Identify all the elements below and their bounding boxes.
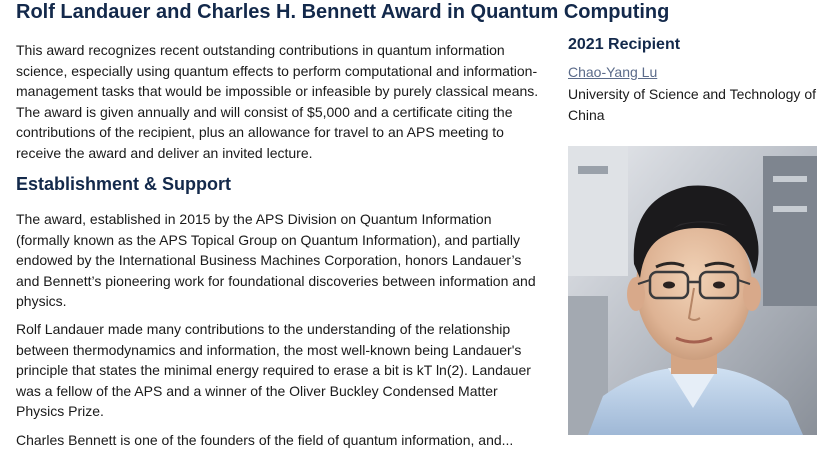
recipient-affiliation: University of Science and Technology of China [568,86,816,123]
award-description: This award recognizes recent outstanding contributions in quantum information science, especially using quantum effects to perform computational and information-management tasks that would be impossible or infeasible by purely classical means. The award is given annually and will consist of $5,000 and a certificate citing the contributions of the recipient, plus an allowance for travel to an APS meeting to receive the award and deliver an invited lecture. [16,42,539,161]
establishment-paragraph-2: Rolf Landauer made many contributions to the understanding of the relationship between thermodynamics and information, the most well-known being Landauer's principle that states the minimal energy required to erase a bit is kT ln(2). Landauer was a fellow of the APS and a winner of the Oliver Buckley Condensed Matter Physics Prize. [16,321,531,420]
recipient-heading: 2021 Recipient [568,36,681,53]
recipient-sidebar [568,36,818,126]
establishment-heading: Establishment & Support [16,174,232,194]
portrait-image [568,146,817,435]
page-title: Rolf Landauer and Charles H. Bennett Award in Quantum Computing [16,1,670,23]
establishment-paragraph-3: Charles Bennett is one of the founders of the field of quantum information, and... [16,432,514,448]
establishment-paragraph-1: The award, established in 2015 by the APS Division on Quantum Information (formally known as the APS Topical Group on Quantum Information), and partially endowed by the International Business Machines Corporation, honors Landauer’s and Bennett’s pioneering work for foundational discoveries between information and physics. [16,211,536,310]
recipient-name-link[interactable]: Chao-Yang Lu [568,64,658,80]
recipient-photo [568,146,817,435]
